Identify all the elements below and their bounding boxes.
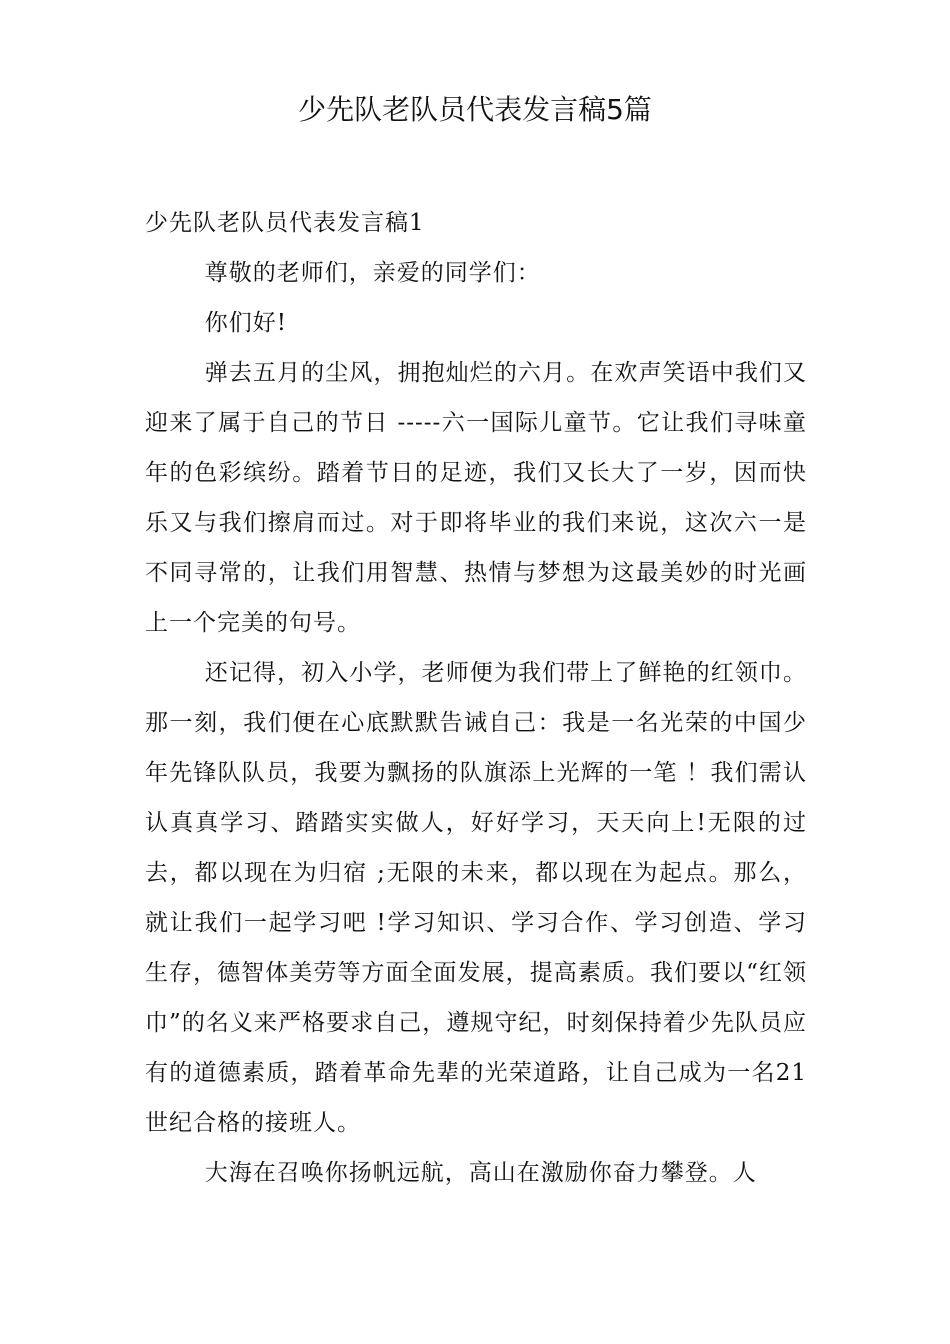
- body-paragraph-red-scarf: 还记得，初入小学，老师便为我们带上了鲜艳的红领巾。那一刻，我们便在心底默默告诫自己：我是一名光荣的中国少年先锋队队员，我要为飘扬的队旗添上光辉的一笔 ！我们需认认真真学习、踏踏实实做人，好好学习，天天向上!无限的过去，都以现在为归宿 ;无限的未来，都以现在为起点。那么，就让我们一起学习吧 !学习知识、学习合作、学习创造、学习生存，德智体美劳等方面全面发展，提高素质。我们要以“红领巾”的名义来严格要求自己，遵规守纪，时刻保持着少先队员应有的道德素质，踏着革命先辈的光荣道路，让自己成为一名21世纪合格的接班人。: [145, 660, 807, 1136]
- document-body: [145, 198, 807, 1198]
- section-heading: 少先队老队员代表发言稿1: [145, 210, 425, 236]
- body-paragraph-sea: 大海在召唤你扬帆远航，高山在激励你奋力攀登。人: [204, 1160, 757, 1186]
- document-title: 少先队老队员代表发言稿5篇: [298, 93, 652, 126]
- greeting-paragraph: 你们好!: [204, 310, 288, 336]
- body-paragraph-june: 弹去五月的尘风，拥抱灿烂的六月。在欢声笑语中我们又迎来了属于自己的节日 -----六一国际儿童节。它让我们寻味童年的色彩缤纷。踏着节日的足迹，我们又长大了一岁，因而快乐又与我们擦肩而过。对于即将毕业的我们来说，这次六一是不同寻常的，让我们用智慧、热情与梦想为这最美妙的时光画上一个完美的句号。: [145, 360, 807, 636]
- salutation-paragraph: 尊敬的老师们，亲爱的同学们：: [204, 260, 541, 286]
